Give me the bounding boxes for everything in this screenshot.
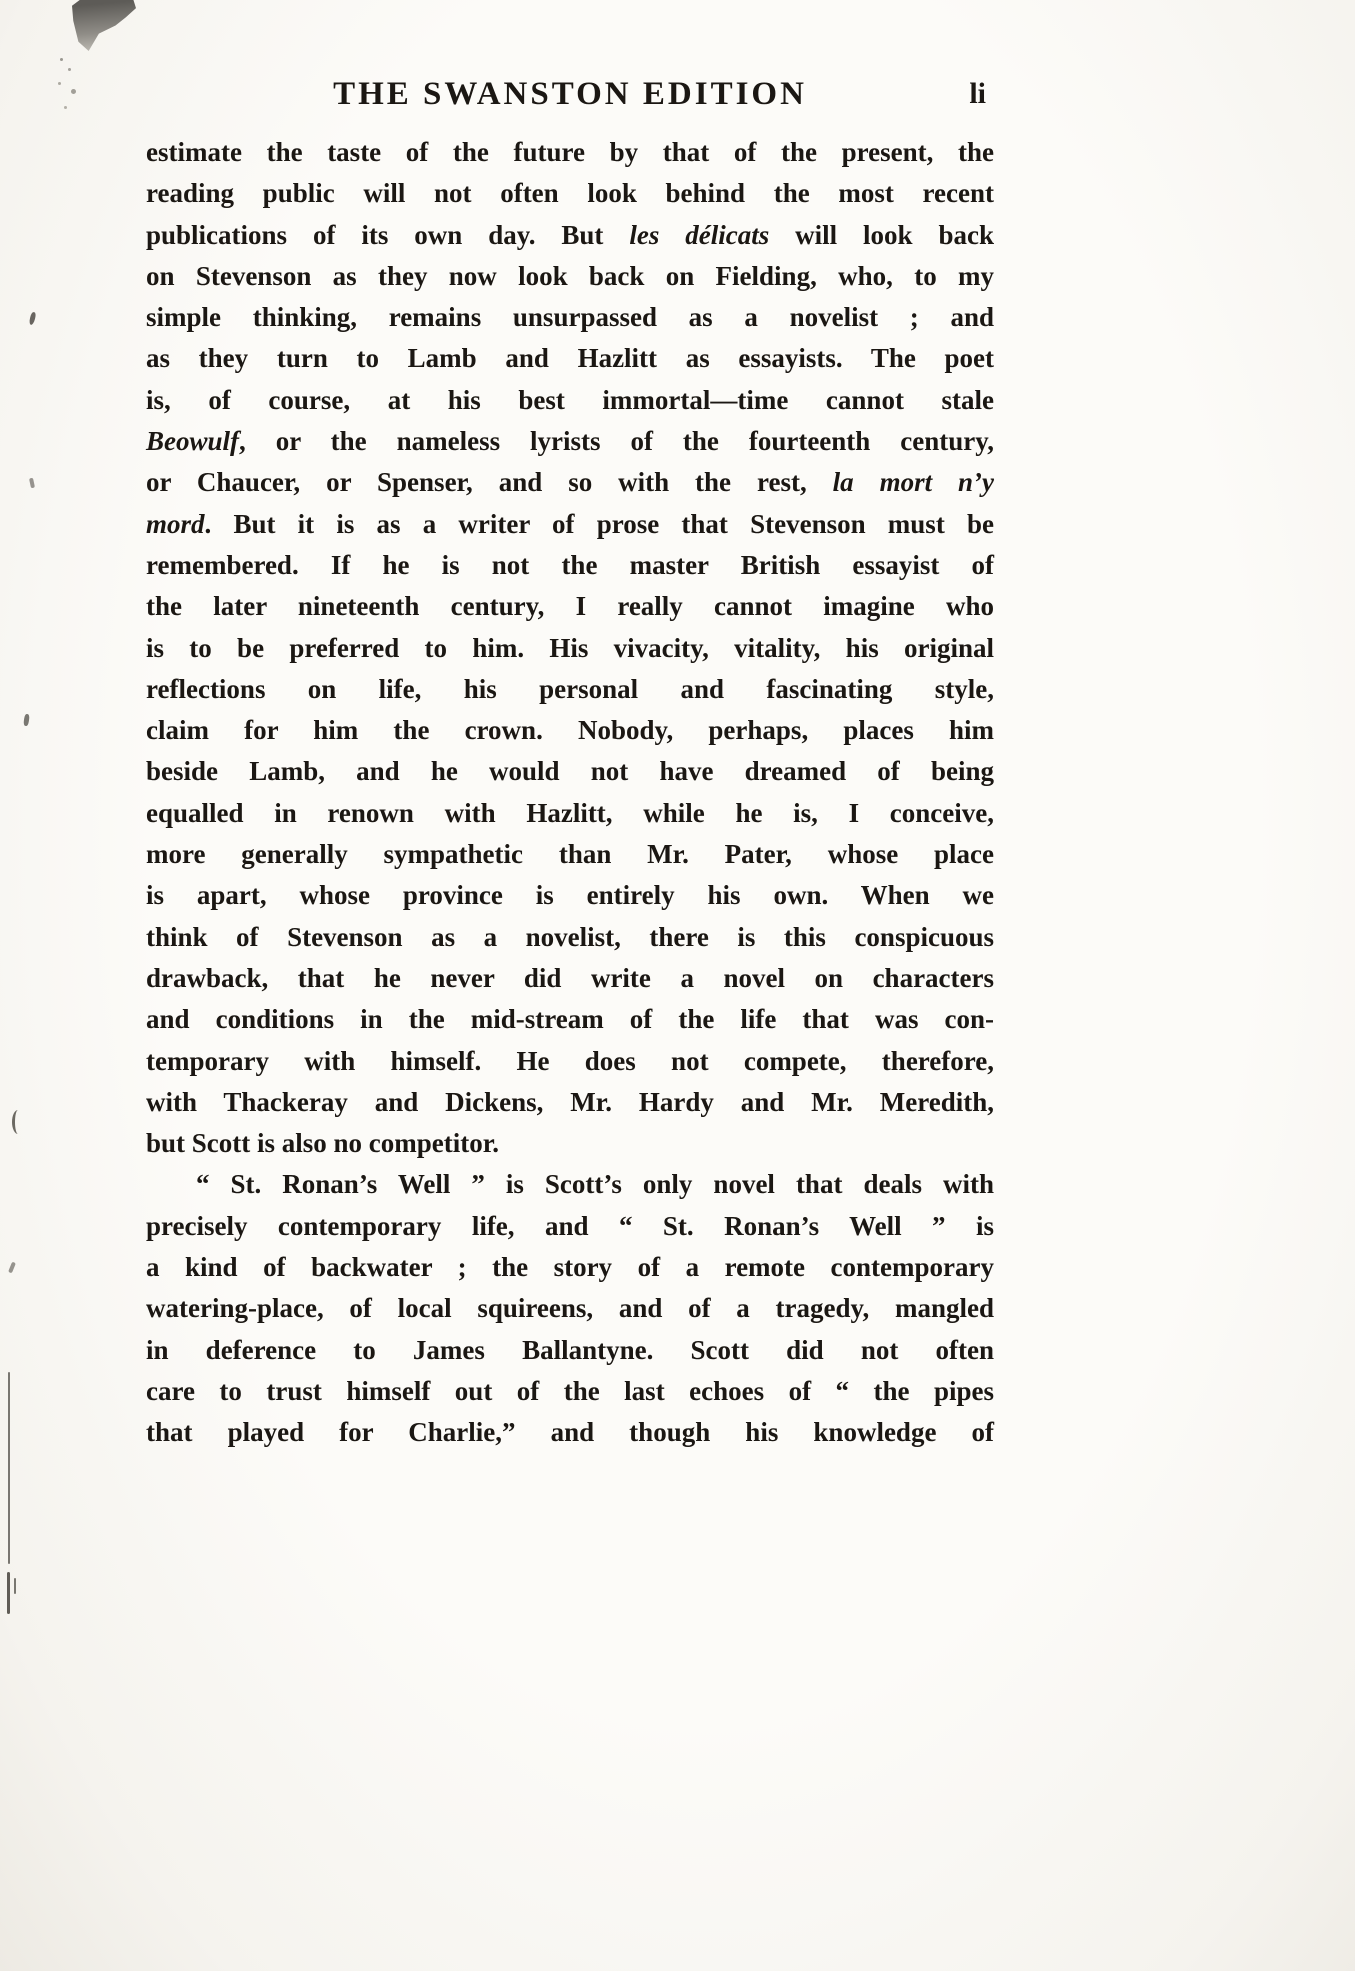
- text-line: [146, 1247, 994, 1288]
- text-run: temporary with himself. He does not compete, therefore,: [146, 1045, 994, 1076]
- text-run: , or the nameless lyrists of the fourteenth century,: [239, 426, 994, 457]
- text-line: [146, 1206, 994, 1247]
- text-run: estimate the taste of the future by that of the present, the: [146, 137, 994, 167]
- text-line: [146, 215, 994, 256]
- text-run: claim for him the crown. Nobody, perhaps, places him: [146, 715, 994, 746]
- italic-text-run: Beowulf: [146, 426, 240, 457]
- text-run: will look back: [769, 219, 994, 250]
- text-line: [146, 1041, 994, 1082]
- text-line: [146, 1164, 994, 1205]
- text-run: a kind of backwater ; the story of a remote contemporary: [146, 1252, 994, 1283]
- scan-artifact: [29, 478, 35, 489]
- text-run: in deference to James Ballantyne. Scott did not often: [146, 1334, 994, 1365]
- text-line: [146, 173, 994, 214]
- text-line: [146, 751, 994, 792]
- text-line: [146, 132, 994, 173]
- text-line: [146, 917, 994, 958]
- text-line: [146, 586, 994, 627]
- scan-artifact: [23, 714, 30, 727]
- text-line: [146, 1371, 994, 1412]
- text-run: as they turn to Lamb and Hazlitt as essayists. The poet: [146, 343, 994, 374]
- text-line: [146, 875, 994, 916]
- text-line: [146, 545, 994, 586]
- scan-artifact: [14, 1578, 16, 1594]
- text-line: [146, 1082, 994, 1123]
- scan-artifact: [12, 1110, 24, 1134]
- scan-artifact: [29, 312, 37, 326]
- text-run: the later nineteenth century, I really cannot imagine who: [146, 591, 994, 622]
- page-number: li: [969, 77, 986, 110]
- text-line: [146, 958, 994, 999]
- running-title: THE SWANSTON EDITION: [333, 76, 807, 112]
- text-line: [146, 834, 994, 875]
- text-line: [146, 1288, 994, 1329]
- text-line: [146, 256, 994, 297]
- text-run: with Thackeray and Dickens, Mr. Hardy and Mr. Meredith,: [146, 1086, 994, 1117]
- text-run: “ St. Ronan’s Well ” is Scott’s only novel that deals with: [196, 1169, 994, 1200]
- text-line: [146, 380, 994, 421]
- italic-text-run: mord: [146, 508, 205, 539]
- text-line: [146, 1330, 994, 1371]
- italic-text-run: la mort n’y: [832, 467, 994, 498]
- text-run: watering-place, of local squireens, and of a tragedy, mangled: [146, 1293, 994, 1324]
- text-line: [146, 297, 994, 338]
- text-run: reflections on life, his personal and fascinating style,: [146, 673, 994, 704]
- text-run: beside Lamb, and he would not have dreamed of being: [146, 756, 994, 787]
- text-line: [146, 1412, 994, 1453]
- scan-smudge: [72, 0, 136, 58]
- text-run: publications of its own day. But: [146, 219, 630, 250]
- text-line: [146, 710, 994, 751]
- scan-pen-line: [8, 1372, 10, 1564]
- text-run: simple thinking, remains unsurpassed as a novelist ; and: [146, 302, 994, 333]
- text-run: care to trust himself out of the last echoes of “ the pipes: [146, 1375, 994, 1406]
- text-run: but Scott is also no competitor.: [146, 1128, 500, 1159]
- scan-artifact: [8, 1262, 16, 1274]
- text-run: think of Stevenson as a novelist, there is this conspicuous: [146, 921, 994, 952]
- text-run: remembered. If he is not the master British essayist of: [146, 549, 994, 580]
- text-run: is, of course, at his best immortal—time cannot stale: [146, 384, 994, 415]
- text-line: [146, 504, 994, 545]
- text-line: [146, 1123, 994, 1164]
- scan-speckles: [60, 58, 63, 61]
- text-run: more generally sympathetic than Mr. Pater, whose place: [146, 839, 994, 870]
- text-line: [146, 338, 994, 379]
- text-run: is to be preferred to him. His vivacity, vitality, his original: [146, 632, 994, 663]
- text-line: [146, 999, 994, 1040]
- text-run: that played for Charlie,” and though his knowledge of: [146, 1417, 994, 1448]
- text-line: [146, 669, 994, 710]
- text-run: precisely contemporary life, and “ St. Ronan’s Well ” is: [146, 1210, 994, 1241]
- page-header: [146, 76, 994, 120]
- text-run: equalled in renown with Hazlitt, while he is, I conceive,: [146, 797, 994, 828]
- text-run: is apart, whose province is entirely his own. When we: [146, 880, 994, 911]
- text-block: [146, 132, 994, 1454]
- text-line: [146, 462, 994, 503]
- text-run: . But it is as a writer of prose that Stevenson must be: [204, 508, 994, 539]
- text-run: and conditions in the mid-stream of the life that was con-: [146, 1004, 994, 1035]
- italic-text-run: les délicats: [629, 219, 770, 250]
- text-run: drawback, that he never did write a novel on characters: [146, 962, 994, 993]
- scan-artifact: [7, 1572, 10, 1614]
- text-run: or Chaucer, or Spenser, and so with the rest,: [146, 467, 833, 498]
- text-run: reading public will not often look behind the most recent: [146, 178, 994, 209]
- text-line: [146, 793, 994, 834]
- text-line: [146, 628, 994, 669]
- text-run: on Stevenson as they now look back on Fielding, who, to my: [146, 260, 994, 291]
- text-line: [146, 421, 994, 462]
